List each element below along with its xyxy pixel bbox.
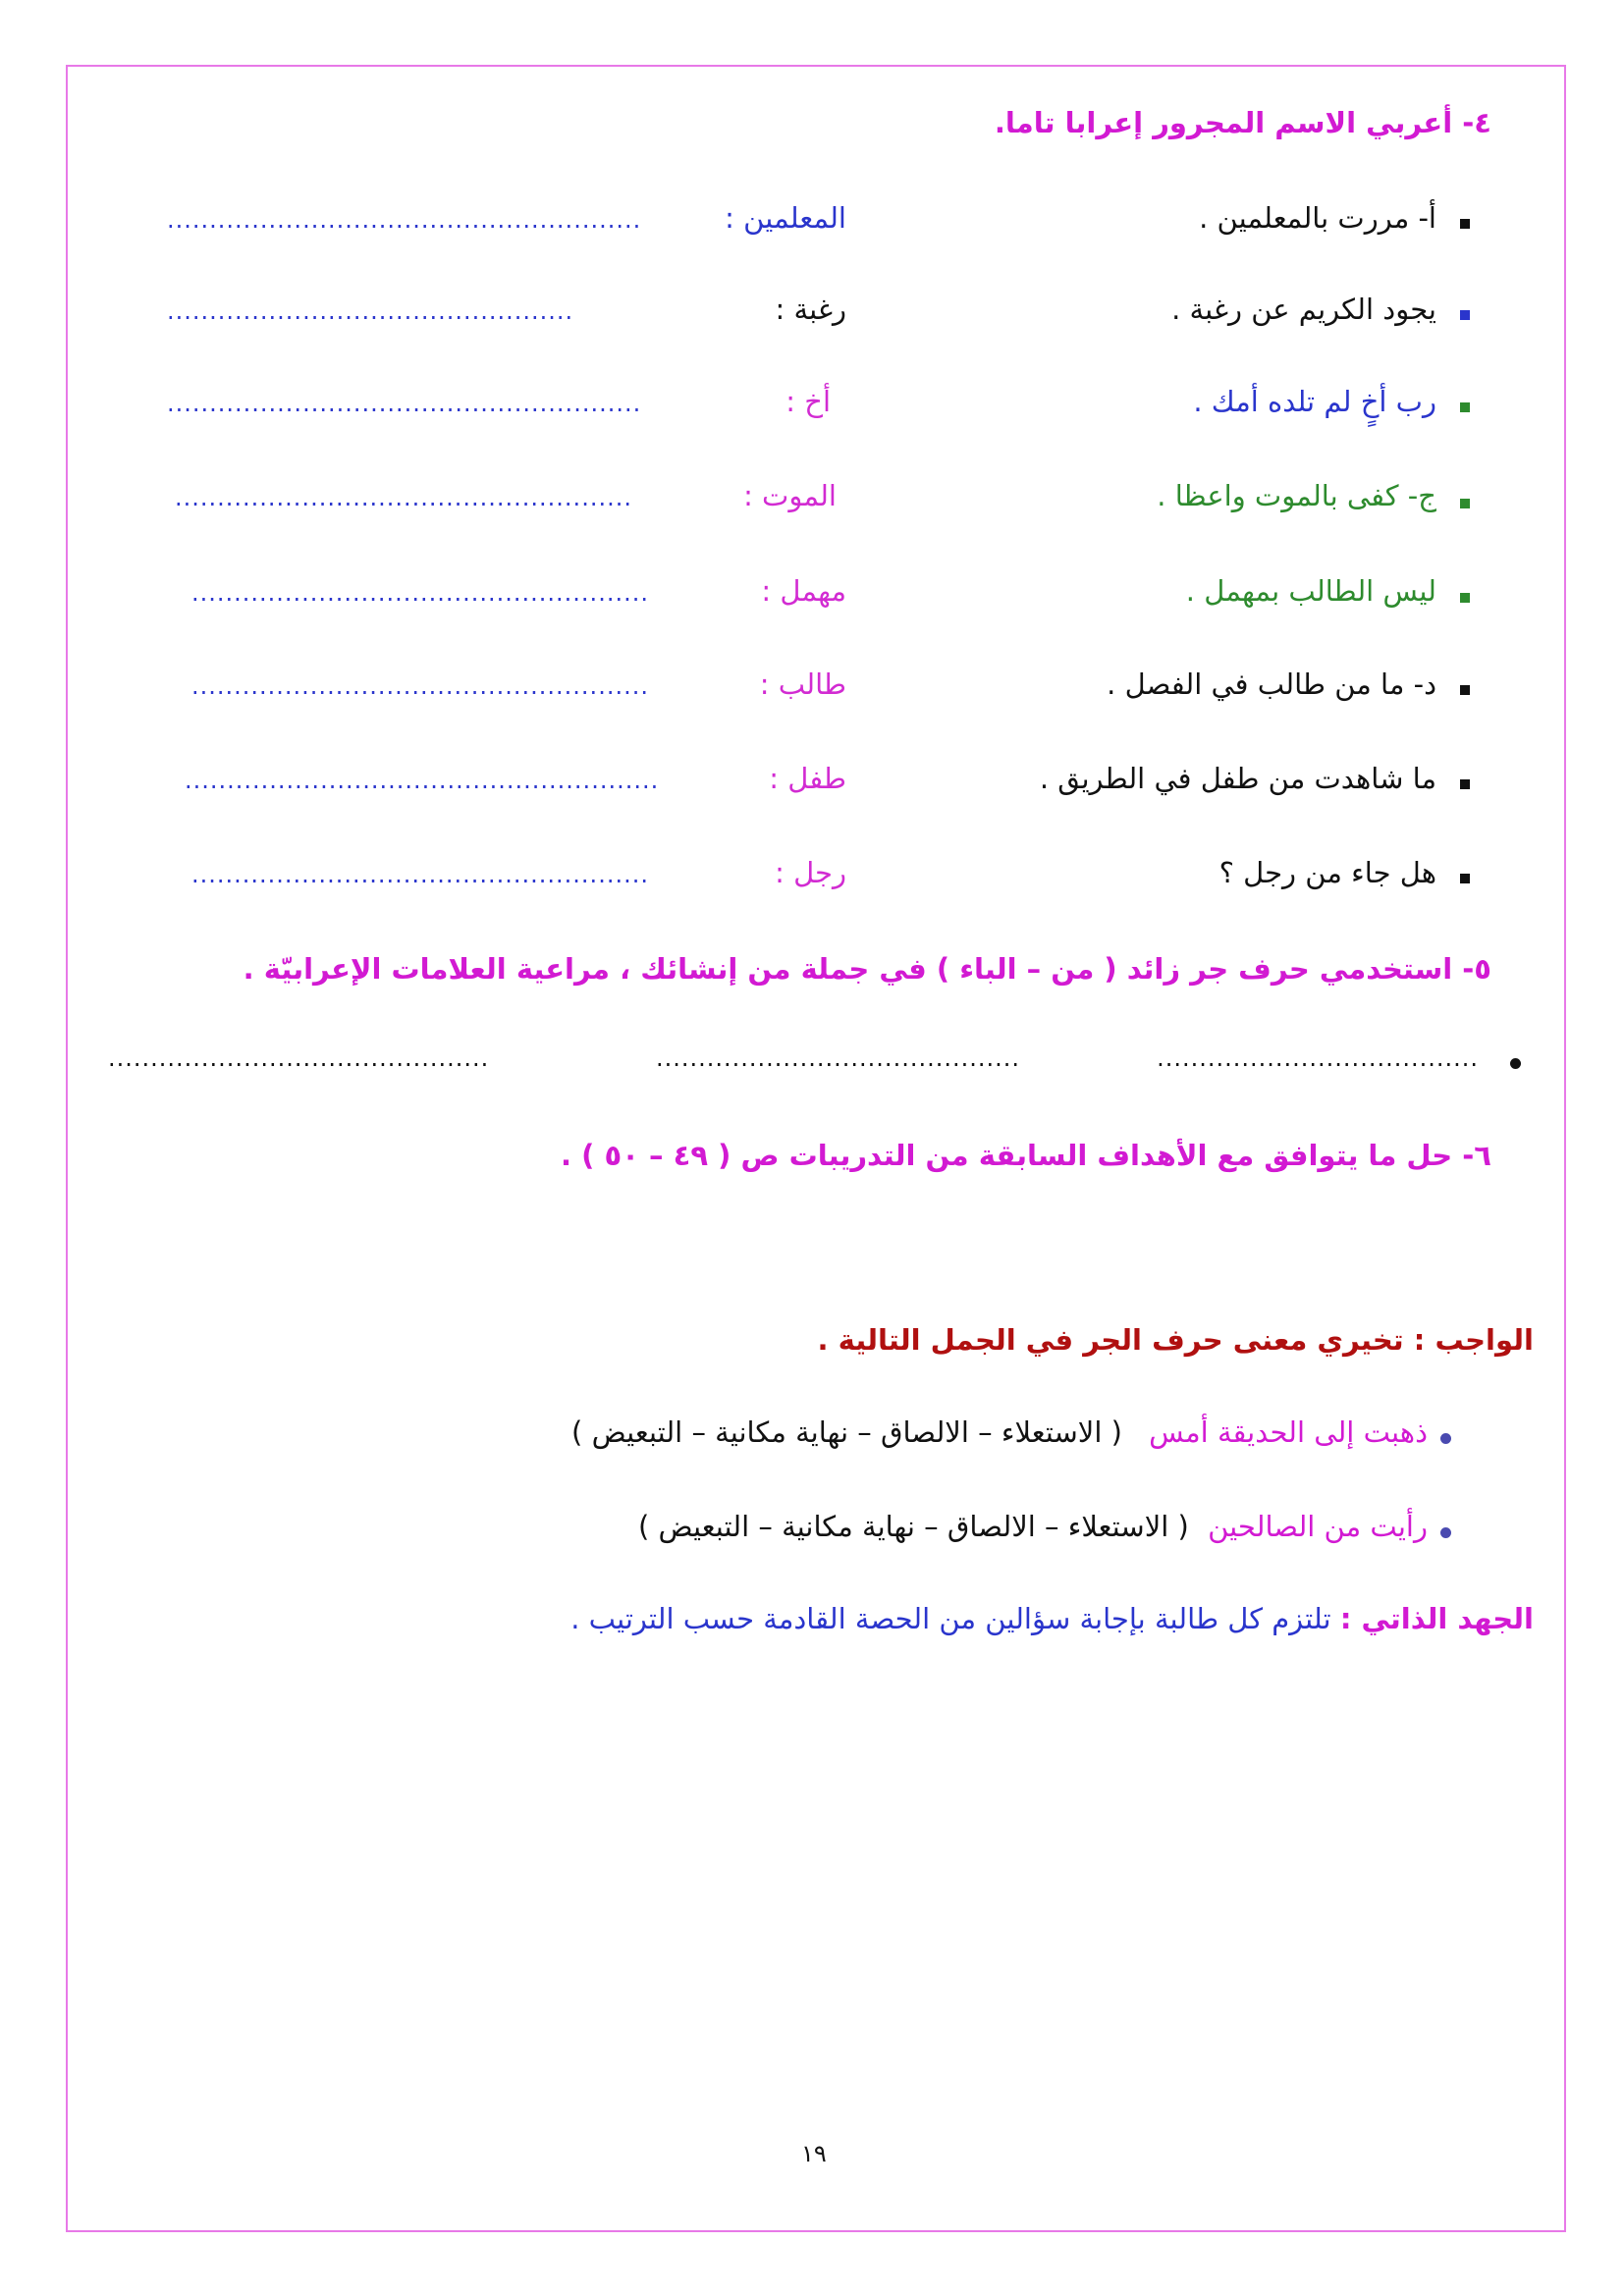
q5-answer-blank-3[interactable]: ............................................. <box>108 1044 490 1072</box>
q5-answer-blank-1[interactable]: ...................................... <box>1157 1044 1479 1072</box>
question-6-title: ٦- حل ما يتوافق مع الأهداف السابقة من التدريبات ص ( ٤٩ – ٥٠ ) . <box>561 1139 1491 1172</box>
homework-sentence-1: ذهبت إلى الحديقة أمس <box>1149 1415 1428 1449</box>
homework-item-1 <box>571 1415 1428 1449</box>
q4-answer-blank-3[interactable]: ........................................................ <box>167 390 642 417</box>
q4-answer-blank-1[interactable]: ........................................................ <box>167 206 642 234</box>
q4-sentence-7: ما شاهدت من طفل في الطريق . <box>1039 762 1436 795</box>
bullet-dot-icon <box>1440 1433 1451 1444</box>
self-effort-line <box>570 1602 1534 1635</box>
q4-sentence-5: ليس الطالب بمهمل . <box>1185 574 1436 608</box>
homework-label: الواجب : <box>1413 1323 1534 1357</box>
q5-answer-blank-2[interactable]: ........................................... <box>655 1044 1020 1072</box>
q4-label-8: رجل : <box>775 856 846 889</box>
homework-options-2: ( الاستعلاء – الالصاق – نهاية مكانية – التبعيض ) <box>637 1510 1189 1543</box>
q4-label-2: رغبة : <box>775 293 846 326</box>
page-number: ١٩ <box>801 2140 827 2167</box>
question-4-title: ٤- أعربي الاسم المجرور إعرابا تاما. <box>994 106 1491 139</box>
self-effort-label: الجهد الذاتي : <box>1339 1602 1534 1635</box>
homework-instruction: تخيري معنى حرف الجر في الجمل التالية . <box>817 1323 1404 1357</box>
bullet-square-icon <box>1460 499 1470 508</box>
homework-sentence-2: رأيت من الصالحين <box>1208 1510 1428 1543</box>
bullet-square-icon <box>1460 874 1470 883</box>
q4-answer-blank-7[interactable]: ........................................................ <box>185 767 660 794</box>
bullet-dot-icon <box>1440 1527 1451 1538</box>
bullet-square-icon <box>1460 402 1470 412</box>
q4-answer-blank-5[interactable]: ...................................................... <box>191 579 649 607</box>
q4-label-4: الموت : <box>743 479 837 512</box>
q4-sentence-1: أ- مررت بالمعلمين . <box>1199 201 1436 235</box>
q4-answer-blank-2[interactable]: ................................................ <box>167 297 574 325</box>
q4-label-6: طالب : <box>759 667 846 701</box>
q4-sentence-6: د- ما من طالب في الفصل . <box>1107 667 1436 701</box>
q4-label-3: أخ : <box>785 385 831 418</box>
q4-label-1: المعلمين : <box>725 201 846 235</box>
homework-item-2 <box>638 1510 1428 1543</box>
bullet-square-icon <box>1460 593 1470 603</box>
q4-sentence-8: هل جاء من رجل ؟ <box>1218 856 1436 889</box>
question-5-title: ٥- استخدمي حرف جر زائد ( من – الباء ) في جملة من إنشائك ، مراعية العلامات الإعرابيّة . <box>243 952 1491 986</box>
bullet-square-icon <box>1460 779 1470 789</box>
bullet-dot-icon <box>1510 1058 1521 1069</box>
q4-label-7: طفل : <box>769 762 846 795</box>
q4-sentence-4: ج- كفى بالموت واعظا . <box>1157 479 1436 512</box>
q4-answer-blank-4[interactable]: ...................................................... <box>175 484 632 511</box>
q4-answer-blank-6[interactable]: ...................................................... <box>191 672 649 700</box>
homework-heading <box>818 1323 1534 1357</box>
q4-label-5: مهمل : <box>761 574 846 608</box>
bullet-square-icon <box>1460 310 1470 320</box>
q4-answer-blank-8[interactable]: ...................................................... <box>191 861 649 888</box>
self-effort-text: تلتزم كل طالبة بإجابة سؤالين من الحصة القادمة حسب الترتيب . <box>570 1602 1331 1635</box>
q4-sentence-2: يجود الكريم عن رغبة . <box>1171 293 1436 326</box>
q4-sentence-3: رب أخٍ لم تلده أمك . <box>1193 385 1436 418</box>
homework-options-1: ( الاستعلاء – الالصاق – نهاية مكانية – التبعيض ) <box>571 1415 1122 1449</box>
bullet-square-icon <box>1460 219 1470 229</box>
bullet-square-icon <box>1460 685 1470 695</box>
